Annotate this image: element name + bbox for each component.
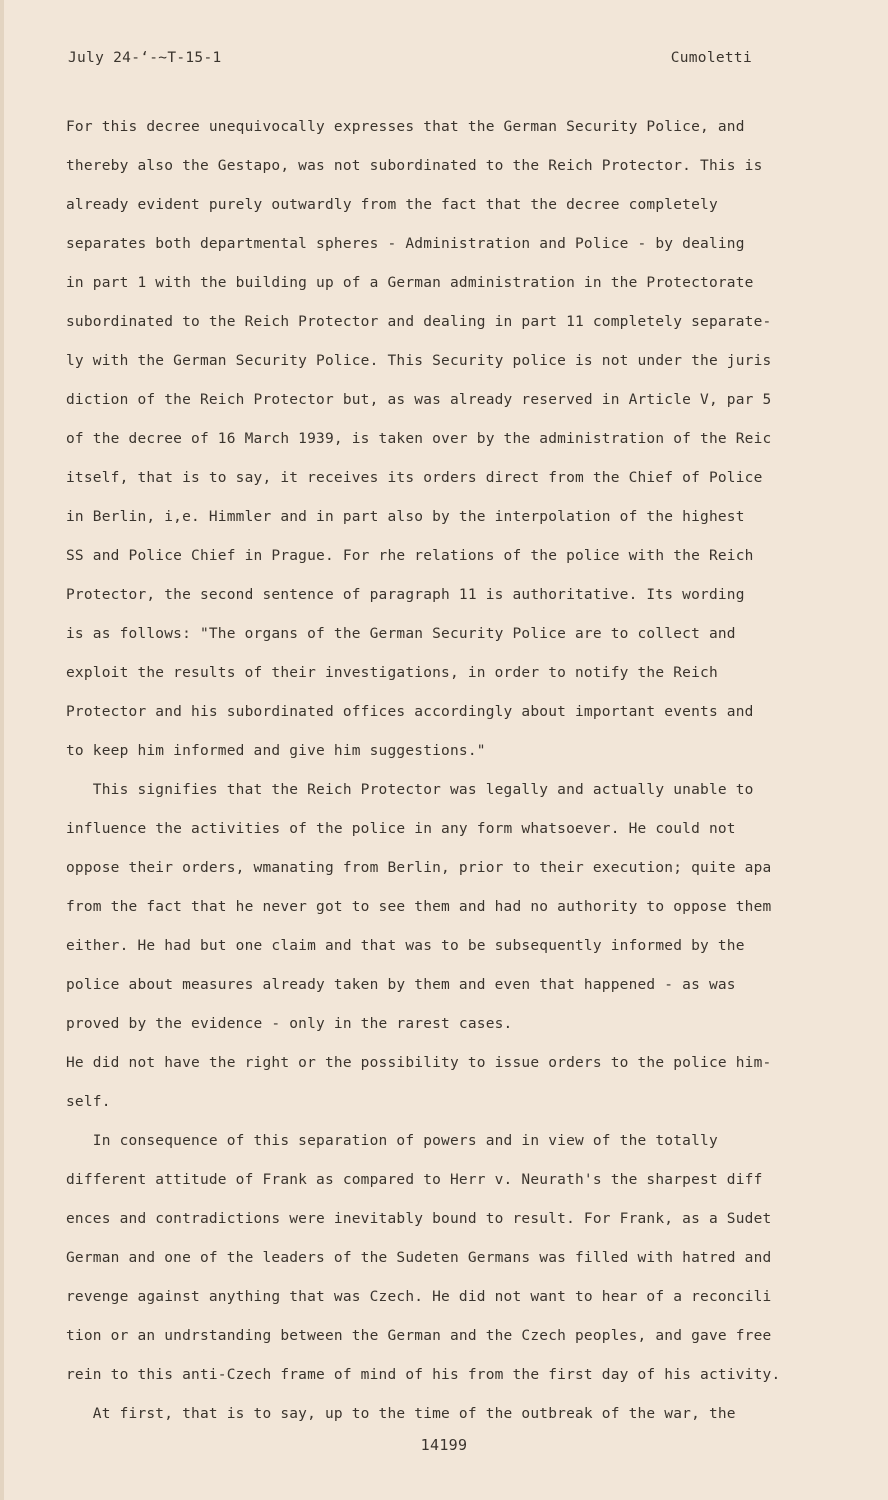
text-line: either. He had but one claim and that was to be subsequently informed by the [66,938,745,954]
text-line: proved by the evidence - only in the rarest cases. [66,1016,513,1032]
text-line: For this decree unequivocally expresses that the German Security Police, and [66,119,745,135]
text-line: This signifies that the Reich Protector was legally and actually unable to [66,782,754,798]
text-line: influence the activities of the police in any form whatsoever. He could not [66,821,736,837]
text-line: oppose their orders, wmanating from Berlin, prior to their execution; quite apa [66,860,772,876]
document-body [66,108,836,1434]
text-line: German and one of the leaders of the Sudeten Germans was filled with hatred and [66,1250,772,1266]
text-line: self. [66,1094,111,1110]
text-line: separates both departmental spheres - Administration and Police - by dealing [66,236,745,252]
text-line: police about measures already taken by them and even that happened - as was [66,977,736,993]
text-line: ly with the German Security Police. This Security police is not under the juris [66,353,772,369]
text-line: from the fact that he never got to see them and had no authority to oppose them [66,899,772,915]
text-line: diction of the Reich Protector but, as was already reserved in Article V, par 5 [66,392,772,408]
text-line: Protector and his subordinated offices accordingly about important events and [66,704,754,720]
text-line: subordinated to the Reich Protector and dealing in part 11 completely separate- [66,314,772,330]
text-line: Protector, the second sentence of paragraph 11 is authoritative. Its wording [66,587,745,603]
text-line: of the decree of 16 March 1939, is taken over by the administration of the Reic [66,431,772,447]
text-line: revenge against anything that was Czech. He did not want to hear of a reconcili [66,1289,772,1305]
header-author: Cumoletti [670,50,752,66]
text-line: itself, that is to say, it receives its orders direct from the Chief of Police [66,470,763,486]
text-line: to keep him informed and give him suggestions." [66,743,486,759]
text-line: thereby also the Gestapo, was not subordinated to the Reich Protector. This is [66,158,763,174]
text-line: in part 1 with the building up of a German administration in the Protectorate [66,275,754,291]
text-line: exploit the results of their investigations, in order to notify the Reich [66,665,718,681]
text-line: SS and Police Chief in Prague. For rhe relations of the police with the Reich [66,548,754,564]
text-line: He did not have the right or the possibility to issue orders to the police him- [66,1055,772,1071]
text-line: already evident purely outwardly from the fact that the decree completely [66,197,718,213]
text-line: rein to this anti-Czech frame of mind of his from the first day of his activity. [66,1367,781,1383]
text-line: different attitude of Frank as compared to Herr v. Neurath's the sharpest diff [66,1172,763,1188]
text-line: tion or an undrstanding between the German and the Czech peoples, and gave free [66,1328,772,1344]
page-header [68,50,752,74]
text-line: At first, that is to say, up to the time of the outbreak of the war, the [66,1406,736,1422]
text-line: In consequence of this separation of powers and in view of the totally [66,1133,718,1149]
page-number: 14199 [420,1436,468,1454]
text-line: ences and contradictions were inevitably bound to result. For Frank, as a Sudet [66,1211,772,1227]
text-line: is as follows: "The organs of the German Security Police are to collect and [66,626,736,642]
page-edge [0,0,4,1500]
text-line: in Berlin, i,e. Himmler and in part also by the interpolation of the highest [66,509,745,525]
header-date-ref: July 24-‘-~T-15-1 [68,50,222,66]
